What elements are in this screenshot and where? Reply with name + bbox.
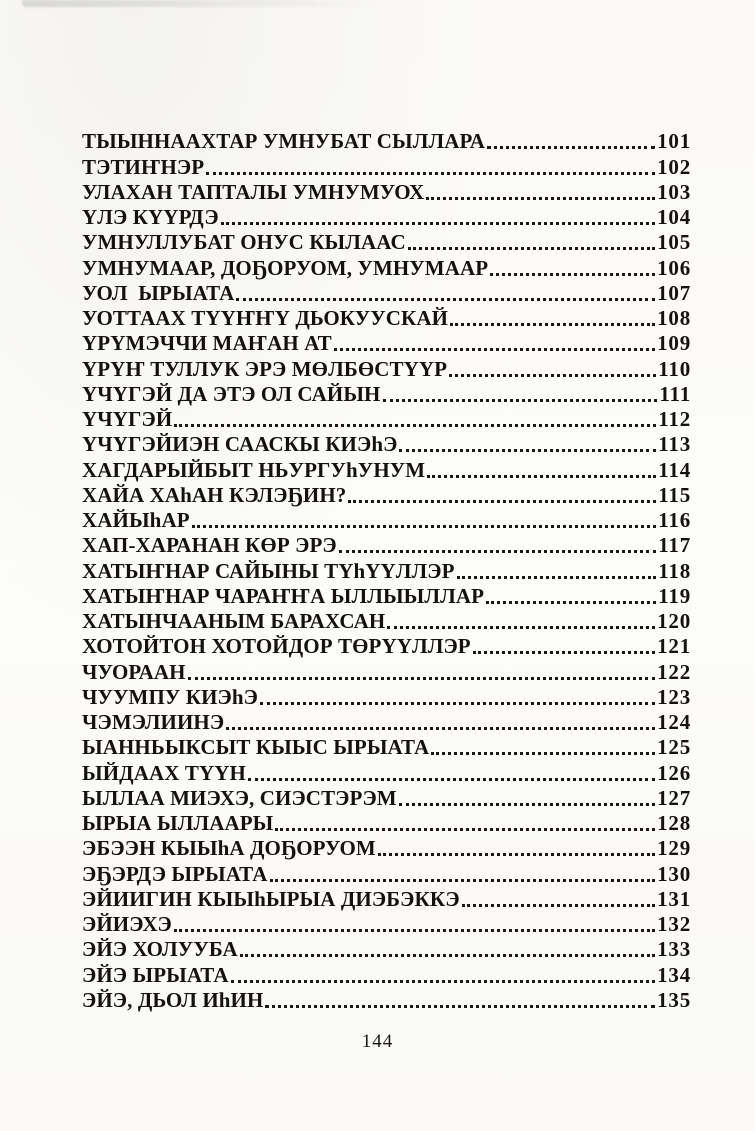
scan-artifact-top-edge: [22, 0, 387, 7]
dot-leader: [449, 374, 656, 377]
toc-entry-page-number: 123: [657, 684, 691, 709]
toc-entry-title: ХАТЫҤНАР САЙЫНЫ ТҮһҮҮЛЛЭР: [82, 558, 455, 583]
toc-entry-page-number: 129: [657, 836, 691, 861]
toc-entry-page-number: 133: [657, 937, 691, 962]
toc-entry-title: ЭЙЭ, ДЬОЛ ИһИН: [82, 987, 264, 1012]
toc-entry: [82, 280, 691, 305]
toc-entry-page-number: 134: [657, 962, 691, 987]
toc-entry-page-number: 131: [657, 886, 691, 911]
toc-entry-title: ЭҔЭРДЭ ЫРЫАТА: [82, 861, 268, 886]
toc-entry: [82, 987, 691, 1012]
toc-entry: [82, 532, 691, 557]
toc-entry: [82, 734, 691, 759]
toc-entry-page-number: 109: [657, 331, 691, 356]
toc-entry-title: ТЫЫННААХТАР УМНУБАТ СЫЛЛАРА: [82, 129, 486, 154]
toc-entry-page-number: 115: [658, 482, 691, 507]
toc-entry: [82, 482, 691, 507]
dot-leader: [236, 298, 655, 301]
toc-entry: [82, 608, 691, 633]
toc-entry-title: ХАТЫҤНАР ЧАРАҤҤА ЫЛЛЫЫЛЛАР: [82, 583, 485, 608]
toc-entry: [82, 936, 691, 961]
toc-entry-page-number: 111: [659, 381, 691, 406]
toc-entry-title: ХАЙЫһАР: [82, 508, 190, 532]
toc-entry-title: ҮРҮМЭЧЧИ МАҤАН АТ: [82, 331, 332, 356]
toc-entry-title: ХАЙА ХАһАН КЭЛЭҔИН?: [82, 482, 347, 507]
toc-entry: [82, 658, 691, 683]
dot-leader: [188, 677, 655, 680]
toc-entry: [82, 254, 691, 279]
toc-entry-page-number: 125: [657, 735, 691, 760]
dot-leader: [174, 929, 655, 932]
dot-leader: [334, 348, 655, 351]
toc-entry-title: ҮЧҮГЭЙ ДА ЭТЭ ОЛ САЙЫН: [82, 381, 381, 406]
toc-entry: [82, 406, 691, 431]
dot-leader: [174, 424, 656, 427]
dot-leader: [408, 247, 655, 250]
toc-entry: [82, 759, 691, 784]
toc-entry-title: ЫАННЬЫКСЫТ КЫЫС ЫРЫАТА: [82, 735, 430, 760]
toc-entry-title: ХОТОЙТОН ХОТОЙДОР ТӨРҮҮЛЛЭР: [82, 634, 471, 659]
dot-leader: [192, 525, 657, 528]
dot-leader: [270, 879, 656, 882]
toc-entry-title: ХАТЫНЧААНЫМ БАРАХСАН: [82, 609, 386, 633]
dot-leader: [265, 1005, 655, 1008]
toc-entry: [82, 785, 691, 810]
toc-entry: [82, 355, 691, 380]
folio-page-number: 144: [361, 1031, 394, 1052]
toc-entry-page-number: 127: [657, 785, 691, 810]
dot-leader: [387, 626, 655, 629]
toc-entry-page-number: 106: [657, 255, 691, 280]
toc-entry: [82, 229, 691, 254]
dot-leader: [221, 222, 655, 225]
toc-entry-page-number: 118: [658, 558, 691, 583]
toc-entry-page-number: 116: [658, 508, 691, 532]
toc-entry-title: ТЭТИҤНЭР: [82, 154, 205, 179]
dot-leader: [240, 954, 655, 957]
toc-entry-page-number: 112: [658, 407, 691, 431]
toc-entry-title: ЧУУМПУ КИЭһЭ: [82, 684, 258, 709]
toc-entry-title: ЫЙДААХ ТҮҮН: [82, 760, 246, 785]
toc-entry-title: УОЛ ЫРЫАТА: [82, 280, 235, 305]
toc-entry: [82, 860, 691, 885]
dot-leader: [399, 803, 655, 806]
toc-entry: [82, 886, 691, 911]
toc-entry-title: УЛАХАН ТАПТАЛЫ УМНУМУОХ: [82, 179, 425, 204]
toc-entry-page-number: 120: [657, 609, 691, 633]
toc-list: [82, 128, 691, 1012]
dot-leader: [450, 323, 655, 326]
toc-entry-page-number: 114: [658, 457, 691, 482]
dot-leader: [378, 853, 655, 856]
toc-entry-page-number: 132: [657, 912, 691, 936]
toc-entry-page-number: 103: [657, 179, 691, 204]
dot-leader: [383, 399, 658, 402]
toc-entry: [82, 507, 691, 532]
toc-entry: [82, 305, 691, 330]
toc-entry-title: ЧЭМЭЛИИНЭ: [82, 710, 225, 734]
toc-entry-page-number: 119: [658, 583, 691, 608]
toc-entry-title: ХАП-ХАРАНАН КӨР ЭРЭ: [82, 533, 337, 558]
toc-entry: [82, 153, 691, 178]
toc-entry-page-number: 128: [657, 811, 691, 835]
toc-entry: [82, 381, 691, 406]
toc-entry-page-number: 105: [657, 230, 691, 255]
toc-entry-title: ЭЙИЭХЭ: [82, 912, 172, 936]
toc-entry: [82, 911, 691, 936]
dot-leader: [226, 727, 655, 730]
toc-entry-page-number: 101: [657, 129, 691, 154]
toc-entry-title: ЭЙЭ ХОЛУУБА: [82, 937, 238, 962]
dot-leader: [260, 702, 655, 705]
toc-entry: [82, 204, 691, 229]
toc-entry-page-number: 104: [657, 205, 691, 229]
toc-entry-title: ҮЧҮГЭЙ: [82, 407, 173, 431]
dot-leader: [399, 449, 656, 452]
toc-entry-title: УОТТААХ ТҮҮҤҤҮ ДЬОКУУСКАЙ: [82, 306, 449, 330]
toc-entry: [82, 633, 691, 658]
toc-entry-title: ҮРҮҤ ТУЛЛУК ЭРЭ МӨЛБӨСТҮҮР: [82, 356, 448, 381]
toc-entry-page-number: 102: [657, 154, 691, 179]
toc-entry-title: ЭЙЭ ЫРЫАТА: [82, 962, 229, 987]
dot-leader: [490, 273, 655, 276]
dot-leader: [275, 828, 655, 831]
dot-leader: [206, 172, 655, 175]
toc-entry: [82, 810, 691, 835]
dot-leader: [426, 197, 655, 200]
toc-entry-title: ЧУОРААН: [82, 659, 186, 684]
toc-entry: [82, 179, 691, 204]
dot-leader: [248, 778, 655, 781]
dot-leader: [462, 904, 655, 907]
toc-entry-page-number: 122: [657, 659, 691, 684]
dot-leader: [457, 576, 657, 579]
dot-leader: [427, 475, 656, 478]
toc-entry-page-number: 108: [657, 306, 691, 330]
toc-entry-title: УМНУМААР, ДОҔОРУОМ, УМНУМААР: [82, 255, 489, 280]
toc-entry: [82, 557, 691, 582]
dot-leader: [348, 500, 656, 503]
toc-entry-page-number: 126: [657, 760, 691, 785]
toc-entry-page-number: 117: [658, 533, 691, 558]
toc-entry-page-number: 110: [658, 356, 691, 381]
toc-entry-page-number: 124: [657, 710, 691, 734]
toc-entry-title: ЭЙИИГИН КЫЫһЫРЫА ДИЭБЭККЭ: [82, 886, 460, 911]
toc-entry: [82, 684, 691, 709]
toc-entry-page-number: 121: [657, 634, 691, 659]
toc-entry-title: ЫРЫА ЫЛЛААРЫ: [82, 811, 274, 835]
toc-entry: [82, 583, 691, 608]
dot-leader: [473, 651, 655, 654]
toc-entry-title: ЫЛЛАА МИЭХЭ, СИЭСТЭРЭМ: [82, 785, 397, 810]
toc-entry-title: ҮЧҮГЭЙИЭН СААСКЫ КИЭһЭ: [82, 432, 398, 457]
toc-entry-title: ҮЛЭ КҮҮРДЭ: [82, 205, 219, 229]
toc-entry-title: ХАГДАРЫЙБЫТ НЬУРГУһУНУМ: [82, 457, 426, 482]
dot-leader: [231, 980, 656, 983]
toc-entry: [82, 431, 691, 456]
toc-entry: [82, 961, 691, 986]
toc-entry: [82, 330, 691, 355]
toc-entry: [82, 456, 691, 481]
dot-leader: [486, 601, 656, 604]
dot-leader: [431, 752, 655, 755]
toc-entry: [82, 709, 691, 734]
toc-entry-page-number: 113: [658, 432, 691, 457]
toc-entry: [82, 835, 691, 860]
toc-entry-title: УМНУЛЛУБАТ ОНУС КЫЛААС: [82, 230, 406, 255]
toc-entry: [82, 128, 691, 153]
toc-entry-page-number: 135: [657, 987, 691, 1012]
toc-entry-page-number: 107: [657, 280, 691, 305]
toc-entry-title: ЭБЭЭН КЫЫһА ДОҔОРУОМ: [82, 836, 376, 861]
dot-leader: [487, 146, 655, 149]
toc-entry-page-number: 130: [657, 861, 691, 886]
dot-leader: [339, 550, 657, 553]
